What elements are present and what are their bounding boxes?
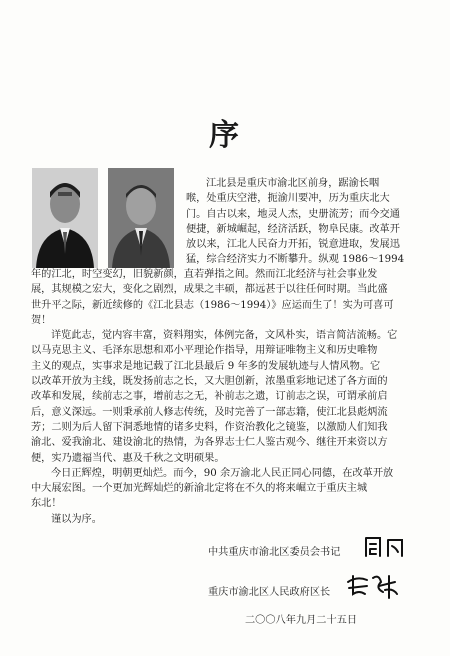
preface-intro-block [186, 176, 422, 268]
text-line: 主义的观点，实事求是地记载了江北县最后 9 年多的发展轨迹与人情风物。它 [31, 360, 381, 372]
text-line: 以改革开放为主线，既发扬前志之长，又大胆创新，浓墨重彩地记述了各方面的 [31, 376, 388, 388]
text-line: 详览此志，觉内容丰富，资料翔实，体例完备，文风朴实，语言简洁流畅。它 [51, 330, 398, 342]
text-line: 今日正辉煌，明朝更灿烂。而今，90 余万渝北人民正同心同德，在改革开放 [51, 467, 394, 479]
portrait-photo-left [32, 168, 98, 268]
page-title: 序 [209, 118, 241, 153]
text-line: 猛，综合经济实力不断攀升。纵观 1986～1994 [186, 254, 405, 266]
text-line: 贺！ [31, 314, 52, 326]
text-line: 喉，处重庆空港，扼渝川要冲，历为重庆北大 [186, 193, 390, 205]
text-line: 改革和发展，续前志之事，增前志之无，补前志之遗，订前志之误，可谓承前启 [31, 391, 388, 403]
text-line: 芳；二则为后人留下洞悉地情的诸多史料，作资治教化之镜鉴，以激励人们知我 [31, 421, 388, 433]
text-line: 展，其规模之宏大，变化之剧烈，成果之丰硕，都远甚于以往任何时期。当此盛 [31, 284, 388, 296]
text-line: 年的江北，时空变幻，旧貌新颜，直若弹指之间。然而江北经济与社会事业发 [31, 269, 378, 280]
portrait-left-image [32, 168, 98, 268]
text-line: 门。自古以来，地灵人杰，史册流芳；而今交通 [186, 208, 400, 220]
handwritten-signature-secretary [362, 534, 408, 560]
preface-body-block [31, 267, 422, 527]
text-line: 中大展宏图。一个更加光辉灿烂的新渝北定将在不久的将来崛立于重庆主城 [31, 483, 368, 495]
signature-secretary-title: 中共重庆市渝北区委员会书记 [208, 547, 341, 558]
handwritten-signature-mayor [345, 572, 401, 600]
text-line: 世升平之际，新近续修的《江北县志（1986～1994）》应运而生了！实为可喜可 [31, 299, 394, 311]
text-line: 以马克思主义、毛泽东思想和邓小平理论作指导，用辩证唯物主义和历史唯物 [31, 345, 378, 357]
text-line: 东北！ [31, 498, 62, 510]
text-line: 江北县是重庆市渝北区前身，踞渝长咽 [206, 178, 380, 189]
text-line: 放以来，江北人民奋力开拓，锐意进取，发展迅 [186, 239, 400, 251]
signature-mayor-title: 重庆市渝北区人民政府区长 [208, 587, 331, 598]
portrait-photo-right [108, 168, 174, 268]
text-line: 便捷，新城崛起，经济活跃，物阜民康。改革开 [186, 223, 400, 235]
text-line: 谨以为序。 [51, 513, 102, 525]
text-line: 便，实乃遗福当代、惠及千秋之文明硕果。 [31, 452, 225, 464]
portrait-right-image [108, 168, 174, 268]
signature-date: 二〇〇八年九月二十五日 [245, 615, 358, 626]
text-line: 渝北、爱我渝北、建设渝北的热情，为各界志士仁人鉴古观今、继往开来资以方 [31, 437, 388, 449]
text-line: 后，意义深远。一则秉承前人修志传统，及时完善了一部志籍，使江北县彪炳流 [31, 406, 388, 418]
